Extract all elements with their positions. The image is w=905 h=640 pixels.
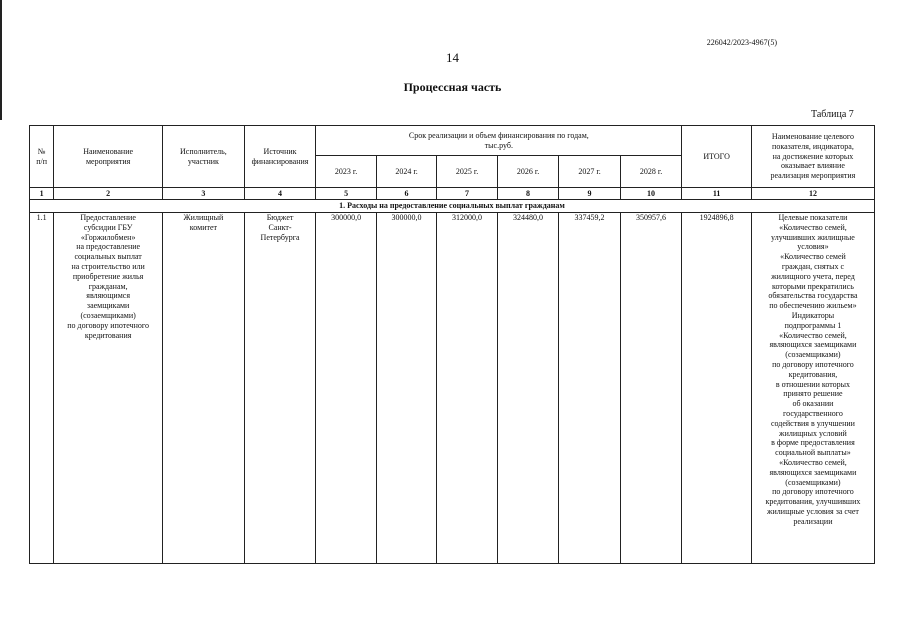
header-event: Наименование мероприятия bbox=[54, 126, 163, 188]
row-value-2025: 312000,0 bbox=[437, 213, 497, 564]
column-number: 6 bbox=[376, 188, 436, 200]
page-number: 14 bbox=[446, 50, 459, 65]
column-number: 8 bbox=[497, 188, 559, 200]
column-number: 4 bbox=[244, 188, 316, 200]
row-value-2024: 300000,0 bbox=[376, 213, 436, 564]
table-row bbox=[30, 213, 875, 564]
column-number: 2 bbox=[54, 188, 163, 200]
header-period-group: Срок реализации и объем финансирования по годам, тыс.руб. bbox=[316, 126, 682, 156]
header-year: 2026 г. bbox=[497, 156, 559, 188]
header-year: 2025 г. bbox=[437, 156, 497, 188]
section-title: 1. Расходы на предоставление социальных выплат гражданам bbox=[30, 200, 875, 213]
row-value-2028: 350957,6 bbox=[620, 213, 682, 564]
header-year: 2027 г. bbox=[559, 156, 621, 188]
page-title: Процессная часть bbox=[403, 80, 502, 94]
column-number: 11 bbox=[682, 188, 752, 200]
header-num: № п/п bbox=[30, 126, 54, 188]
header-source: Источник финансирования bbox=[244, 126, 316, 188]
column-number: 12 bbox=[751, 188, 874, 200]
row-indicator: Целевые показатели «Количество семей, улучшивших жилищные условия» «Количество семей граждан, снятых с жилищного учета, перед которыми прекратились обязательства государства по обеспечению жильем» Индикаторы подпрограммы 1 «Количество семей, являющихся заемщиками (созаемщиками) по договору ипотечного кредитования, в отношении которых принято решение об оказании государственного содействия в улучшении жилищных условий в форме предоставления социальной выплаты» «Количество семей, являющихся заемщиками (созаемщиками) по договору ипотечного кредитования, улучшивших жилищные условия за счет реализации bbox=[751, 213, 874, 564]
document-id: 226042/2023-4967(5) bbox=[706, 38, 777, 47]
column-number: 7 bbox=[437, 188, 497, 200]
row-value-2023: 300000,0 bbox=[316, 213, 376, 564]
table-label: Таблица 7 bbox=[811, 109, 854, 120]
column-number: 5 bbox=[316, 188, 376, 200]
header-executor: Исполнитель, участник bbox=[163, 126, 245, 188]
column-number: 9 bbox=[559, 188, 621, 200]
row-value-2027: 337459,2 bbox=[559, 213, 621, 564]
header-year: 2028 г. bbox=[620, 156, 682, 188]
header-indicator: Наименование целевого показателя, индикатора, на достижение которых оказывает влияние реализация мероприятия bbox=[751, 126, 874, 188]
row-total: 1924896,8 bbox=[682, 213, 752, 564]
column-number: 1 bbox=[30, 188, 54, 200]
column-number: 3 bbox=[163, 188, 245, 200]
header-year: 2023 г. bbox=[316, 156, 376, 188]
row-source: Бюджет Санкт- Петербурга bbox=[244, 213, 316, 564]
row-value-2026: 324480,0 bbox=[497, 213, 559, 564]
row-event: Предоставление субсидии ГБУ «Горжилобмен» на предоставление социальных выплат на строительство или приобретение жилья гражданам, являющимся заемщиками (созаемщиками) по договору ипотечного кредитования bbox=[54, 213, 163, 564]
header-year: 2024 г. bbox=[376, 156, 436, 188]
column-number: 10 bbox=[620, 188, 682, 200]
row-executor: Жилищный комитет bbox=[163, 213, 245, 564]
financing-table bbox=[29, 125, 875, 564]
row-num: 1.1 bbox=[30, 213, 54, 564]
header-total: ИТОГО bbox=[682, 126, 752, 188]
